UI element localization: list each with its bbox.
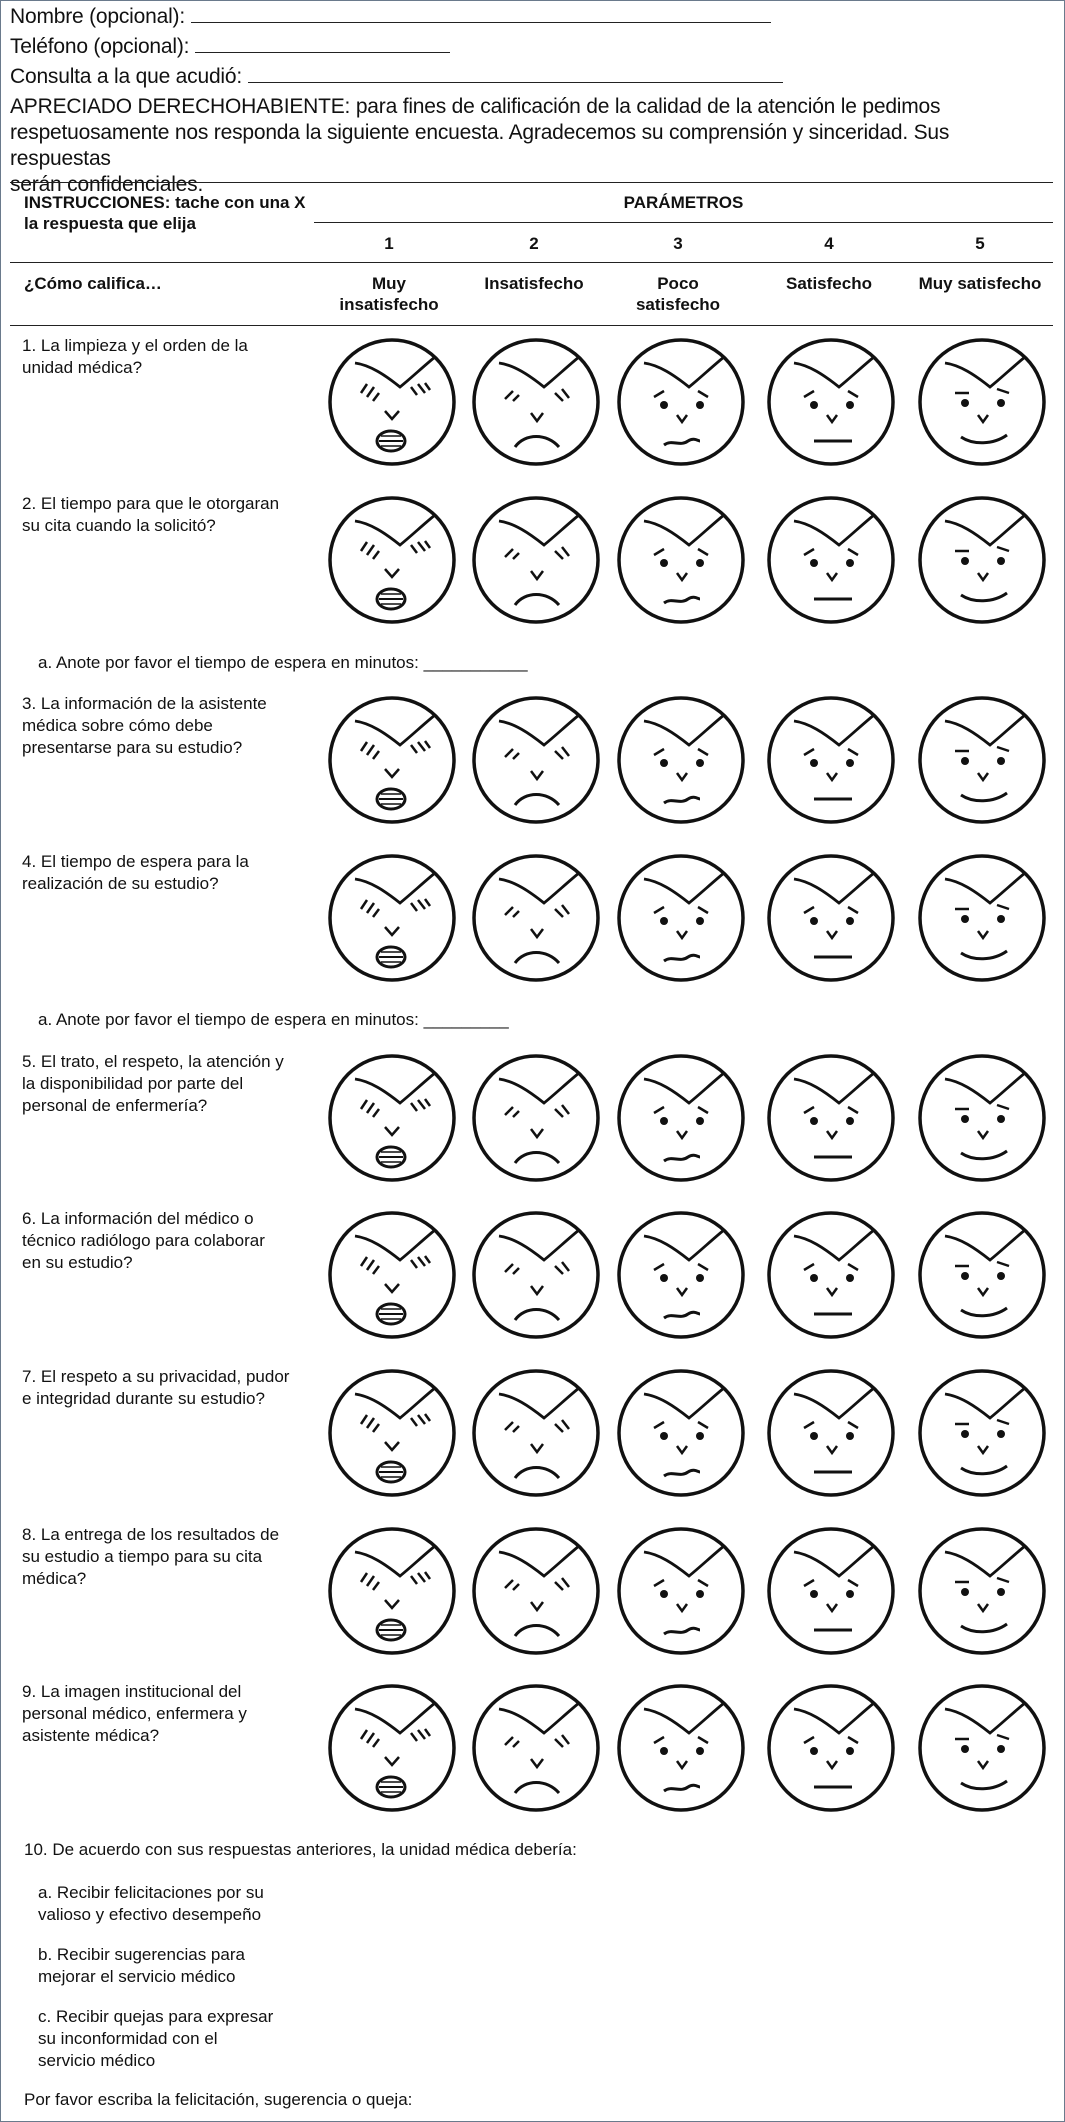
instructions-line: INSTRUCCIONES: tache con una X (24, 193, 306, 212)
question-2 (22, 493, 302, 537)
question-line: realización de su estudio? (22, 874, 219, 893)
scale-number-1: 1 (384, 234, 394, 253)
very-satisfied-face-icon[interactable] (915, 693, 1049, 827)
question-line: 3. La información de la asistente (22, 694, 267, 713)
unsatisfied-face-icon[interactable] (469, 1366, 603, 1500)
scale-label-5 (910, 273, 1050, 294)
question-line: en su estudio? (22, 1253, 133, 1272)
slightly-satisfied-face-icon[interactable] (614, 1524, 748, 1658)
option-line: a. Recibir felicitaciones por su (38, 1883, 264, 1902)
scale-label-line: satisfecho (635, 295, 721, 314)
very-satisfied-face-icon[interactable] (915, 493, 1049, 627)
scale-rule (10, 325, 1053, 326)
very-satisfied-face-icon[interactable] (915, 1051, 1049, 1185)
question-text (22, 1366, 302, 1410)
question-8 (22, 1524, 302, 1590)
scale-label-line: Satisfecho (786, 274, 872, 293)
instructions-text (24, 192, 305, 234)
unsatisfied-face-icon[interactable] (469, 1681, 603, 1815)
consulta-blank[interactable] (248, 64, 783, 83)
very-unsatisfied-face-icon[interactable] (325, 1366, 459, 1500)
question-3 (22, 693, 302, 759)
very-unsatisfied-face-icon[interactable] (325, 1524, 459, 1658)
telefono-field[interactable] (10, 34, 450, 60)
option-line: b. Recibir sugerencias para (38, 1945, 245, 1964)
question-line: unidad médica? (22, 358, 143, 377)
option-line: su inconformidad con el (38, 2029, 218, 2048)
q10-option-c[interactable] (38, 2006, 317, 2072)
very-satisfied-face-icon[interactable] (915, 335, 1049, 469)
scale-label-line: Poco (657, 274, 699, 293)
parameters-title: PARÁMETROS (623, 193, 744, 212)
very-unsatisfied-face-icon[interactable] (325, 1681, 459, 1815)
question-line: su estudio a tiempo para su cita (22, 1547, 263, 1566)
row-label: ¿Cómo califica… (24, 274, 162, 293)
question-line: 4. El tiempo de espera para la (22, 852, 249, 871)
q10-title: 10. De acuerdo con sus respuestas anteriores, la unidad médica debería: (24, 1840, 577, 1859)
question-line: su cita cuando la solicitó? (22, 516, 216, 535)
scale-number-3: 3 (673, 234, 683, 253)
unsatisfied-face-icon[interactable] (469, 335, 603, 469)
question-5 (22, 1051, 302, 1117)
question-line: 8. La entrega de los resultados de (22, 1525, 280, 1544)
satisfied-face-icon[interactable] (764, 493, 898, 627)
satisfied-face-icon[interactable] (764, 1681, 898, 1815)
very-unsatisfied-face-icon[interactable] (325, 1051, 459, 1185)
numbers-rule (10, 262, 1053, 263)
scale-number-5: 5 (975, 234, 985, 253)
question-text (22, 1681, 302, 1747)
scale-label-3 (618, 273, 738, 315)
wait-time-question-2[interactable]: a. Anote por favor el tiempo de espera en minutos: ___________ (38, 653, 528, 672)
intro-line: respetuosamente nos responda la siguiente encuesta. Agradecemos su comprensión y sinceridad. Sus respuestas (10, 121, 950, 170)
very-satisfied-face-icon[interactable] (915, 1524, 1049, 1658)
consulta-field[interactable] (10, 64, 783, 90)
unsatisfied-face-icon[interactable] (469, 1208, 603, 1342)
very-satisfied-face-icon[interactable] (915, 1681, 1049, 1815)
question-line: médica sobre cómo debe (22, 716, 213, 735)
nombre-label: Nombre (opcional): (10, 5, 185, 28)
question-line: personal de enfermería? (22, 1096, 208, 1115)
question-9 (22, 1681, 302, 1747)
nombre-blank[interactable] (191, 4, 771, 23)
scale-number-2: 2 (529, 234, 539, 253)
unsatisfied-face-icon[interactable] (469, 493, 603, 627)
very-unsatisfied-face-icon[interactable] (325, 493, 459, 627)
question-text (22, 1524, 302, 1590)
very-unsatisfied-face-icon[interactable] (325, 335, 459, 469)
question-line: la disponibilidad por parte del (22, 1074, 244, 1093)
very-satisfied-face-icon[interactable] (915, 851, 1049, 985)
unsatisfied-face-icon[interactable] (469, 851, 603, 985)
satisfied-face-icon[interactable] (764, 335, 898, 469)
satisfied-face-icon[interactable] (764, 693, 898, 827)
question-line: presentarse para su estudio? (22, 738, 243, 757)
table-top-rule (10, 182, 1053, 183)
scale-label-2 (474, 273, 594, 294)
satisfied-face-icon[interactable] (764, 1208, 898, 1342)
question-line: 5. El trato, el respeto, la atención y (22, 1052, 284, 1071)
slightly-satisfied-face-icon[interactable] (614, 1681, 748, 1815)
q10-option-b[interactable] (38, 1944, 317, 1988)
question-text (22, 493, 302, 537)
very-satisfied-face-icon[interactable] (915, 1366, 1049, 1500)
q10-option-a[interactable] (38, 1882, 317, 1926)
very-unsatisfied-face-icon[interactable] (325, 1208, 459, 1342)
satisfied-face-icon[interactable] (764, 1524, 898, 1658)
scale-label-1 (329, 273, 449, 315)
telefono-label: Teléfono (opcional): (10, 35, 190, 58)
unsatisfied-face-icon[interactable] (469, 693, 603, 827)
question-line: asistente médica? (22, 1726, 160, 1745)
option-line: c. Recibir quejas para expresar (38, 2007, 274, 2026)
option-line: valioso y efectivo desempeño (38, 1905, 262, 1924)
question-6 (22, 1208, 302, 1274)
slightly-satisfied-face-icon[interactable] (614, 493, 748, 627)
q10-footer: Por favor escriba la felicitación, sugerencia o queja: (24, 2090, 413, 2109)
slightly-satisfied-face-icon[interactable] (614, 1208, 748, 1342)
intro-line: serán confidenciales. (10, 173, 204, 196)
question-7 (22, 1366, 302, 1410)
question-line: técnico radiólogo para colaborar (22, 1231, 265, 1250)
question-line: e integridad durante su estudio? (22, 1389, 265, 1408)
question-text (22, 693, 302, 759)
very-satisfied-face-icon[interactable] (915, 1208, 1049, 1342)
question-line: personal médico, enfermera y (22, 1704, 247, 1723)
consulta-label: Consulta a la que acudió: (10, 65, 242, 88)
unsatisfied-face-icon[interactable] (469, 1051, 603, 1185)
very-unsatisfied-face-icon[interactable] (325, 693, 459, 827)
slightly-satisfied-face-icon[interactable] (614, 1051, 748, 1185)
nombre-field[interactable] (10, 4, 771, 30)
scale-label-line: Muy satisfecho (918, 274, 1042, 293)
question-line: 6. La información del médico o (22, 1209, 254, 1228)
question-line: 2. El tiempo para que le otorgaran (22, 494, 280, 513)
question-line: 9. La imagen institucional del (22, 1682, 242, 1701)
wait-time-question-4[interactable]: a. Anote por favor el tiempo de espera en minutos: _________ (38, 1010, 509, 1029)
satisfied-face-icon[interactable] (764, 1366, 898, 1500)
question-text (22, 1208, 302, 1274)
question-line: 1. La limpieza y el orden de la (22, 336, 248, 355)
question-line: médica? (22, 1569, 87, 1588)
slightly-satisfied-face-icon[interactable] (614, 335, 748, 469)
slightly-satisfied-face-icon[interactable] (614, 693, 748, 827)
intro-line: APRECIADO DERECHOHABIENTE: para fines de calificación de la calidad de la atención le pedimos (10, 95, 941, 118)
slightly-satisfied-face-icon[interactable] (614, 1366, 748, 1500)
scale-label-line: Insatisfecho (484, 274, 584, 293)
scale-label-line: insatisfecho (339, 295, 439, 314)
scale-number-4: 4 (824, 234, 834, 253)
parameters-rule (314, 222, 1053, 223)
slightly-satisfied-face-icon[interactable] (614, 851, 748, 985)
question-text (22, 1051, 302, 1117)
unsatisfied-face-icon[interactable] (469, 1524, 603, 1658)
telefono-blank[interactable] (195, 34, 450, 53)
option-line: mejorar el servicio médico (38, 1967, 236, 1986)
scale-label-line: Muy (372, 274, 406, 293)
scale-label-4 (769, 273, 889, 294)
satisfied-face-icon[interactable] (764, 1051, 898, 1185)
very-unsatisfied-face-icon[interactable] (325, 851, 459, 985)
instructions-line: la respuesta que elija (24, 214, 196, 233)
question-4 (22, 851, 302, 895)
satisfied-face-icon[interactable] (764, 851, 898, 985)
question-line: 7. El respeto a su privacidad, pudor (22, 1367, 290, 1386)
question-text (22, 335, 302, 379)
question-1 (22, 335, 302, 379)
question-text (22, 851, 302, 895)
option-line: servicio médico (38, 2051, 156, 2070)
